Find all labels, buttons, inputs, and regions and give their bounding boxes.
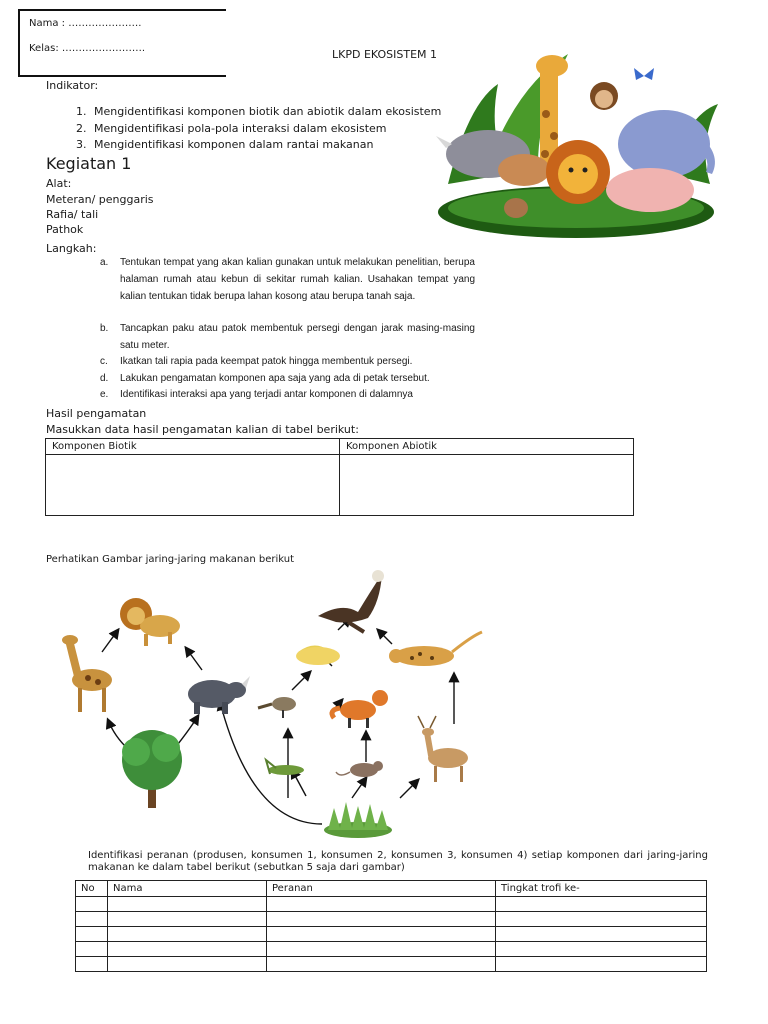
abiotic-input-cell[interactable]: [340, 455, 634, 516]
grasshopper-icon: [266, 760, 304, 775]
step-e: e. Identifikasi interaksi apa yang terjadi antar komponen di dalamnya: [100, 389, 413, 400]
class-field[interactable]: Kelas: …………………….: [29, 43, 146, 54]
table-row: [76, 927, 707, 942]
biotic-input-cell[interactable]: [46, 455, 340, 516]
eagle-icon: [318, 570, 384, 632]
bird-icon: [258, 697, 296, 718]
step-a: a. Tentukan tempat yang akan kalian gunakan untuk melakukan penelitian, berupa halaman rumah atau kebun di sekitar rumah kalian. Usahakan tempat yang kalian tentukan tidak berupa lahan kosong atau berupa tanah saja.: [100, 257, 475, 302]
step-d: d. Lakukan pengamatan komponen apa saja yang ada di petak tersebut.: [100, 373, 430, 384]
lion-icon: [120, 598, 180, 646]
cheetah-icon: [389, 632, 482, 666]
identity-box: [18, 9, 226, 77]
observation-instruction: Masukkan data hasil pengamatan kalian di tabel berikut:: [46, 423, 359, 436]
tree-icon: [122, 730, 182, 808]
list-item: 3. Mengidentifikasi komponen dalam rantai makanan: [90, 137, 441, 154]
foodweb-caption: Perhatikan Gambar jaring-jaring makanan berikut: [46, 554, 295, 565]
table-row: [76, 942, 707, 957]
tool-item: Rafia/ tali: [46, 208, 99, 221]
table-row: [76, 912, 707, 927]
tools-heading: Alat:: [46, 177, 72, 190]
column-header: No: [76, 881, 108, 897]
fox-icon: [332, 690, 388, 728]
observation-heading: Hasil pengamatan: [46, 407, 147, 420]
table-row: [76, 957, 707, 972]
activity-title: Kegiatan 1: [46, 154, 132, 173]
tool-item: Meteran/ penggaris: [46, 193, 154, 206]
list-item: 1. Mengidentifikasi komponen biotik dan abiotik dalam ekosistem: [90, 104, 441, 121]
jungle-animals-illustration: [428, 44, 724, 240]
table-row: [76, 897, 707, 912]
role-instruction: Identifikasi peranan (produsen, konsumen 1, konsumen 2, konsumen 3, konsumen 4) setiap komponen dari jaring-jaring makanan ke dalam tabel berikut (sebutkan 5 saja dari gambar): [88, 850, 708, 873]
indicator-list: [46, 104, 441, 154]
mouse-icon: [336, 761, 383, 777]
step-c: c. Ikatkan tali rapia pada keempat patok hingga membentuk persegi.: [100, 356, 413, 367]
food-web-diagram: [52, 562, 512, 844]
rhino-icon: [188, 676, 250, 714]
tool-item: Pathok: [46, 223, 84, 236]
giraffe-icon: [62, 635, 112, 712]
deer-icon: [418, 716, 468, 782]
document-title: LKPD EKOSISTEM 1: [332, 48, 438, 61]
step-b: b. Tancapkan paku atau patok membentuk persegi dengan jarak masing-masing satu meter.: [100, 323, 475, 351]
list-item: 2. Mengidentifikasi pola-pola interaksi dalam ekosistem: [90, 121, 441, 138]
snake-icon: [296, 645, 340, 665]
name-field[interactable]: Nama : ………………….: [29, 18, 142, 29]
steps-heading: Langkah:: [46, 242, 97, 255]
observation-table: [45, 438, 634, 516]
role-table: [75, 880, 707, 972]
column-header: Nama: [108, 881, 267, 897]
column-header: Komponen Biotik: [46, 439, 340, 455]
column-header: Komponen Abiotik: [340, 439, 634, 455]
grass-icon: [324, 802, 392, 838]
indicator-heading: Indikator:: [46, 79, 99, 92]
column-header: Tingkat trofi ke-: [496, 881, 707, 897]
column-header: Peranan: [267, 881, 496, 897]
